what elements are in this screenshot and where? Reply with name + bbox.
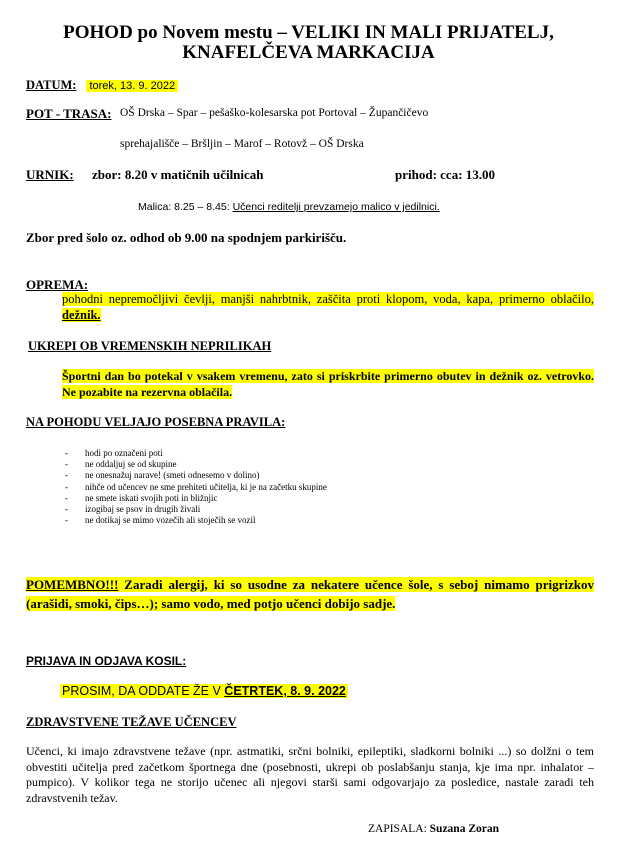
podpis-name: Suzana Zoran — [429, 823, 499, 835]
pot-line-2: sprehajališče – Bršljin – Marof – Rotovž – OŠ Drska — [120, 138, 364, 150]
ukrepi-text — [62, 368, 594, 400]
pravila-item: - ne dotikaj se mimo vozečih ali stoječih se vozil — [65, 515, 327, 526]
oprema-items: pohodni nepremočljivi čevlji, manjši nahrbtnik, zaščita proti klopom, voda, kapa, primerno oblačilo, — [62, 292, 594, 306]
pravila-item: - ne oddaljuj se od skupine — [65, 459, 327, 470]
urnik-label: URNIK: — [26, 167, 74, 182]
datum-value: torek, 13. 9. 2022 — [86, 80, 178, 92]
oprema-deznik: dežnik. — [62, 307, 101, 322]
pot-line-1: OŠ Drska – Spar – pešaško-kolesarska pot Portoval – Župančičevo — [120, 107, 429, 119]
oprema-text — [62, 292, 594, 323]
pomembno-body: Zaradi alergij, ki so usodne za nekatere učence šole, s seboj nimamo prigrizkov (arašidi, smoki, čips…); samo vodo, med potjo učenci dobijo sadje. — [26, 577, 594, 611]
pravila-item: - ne onesnažuj narave! (smeti odnesemo v dolino) — [65, 470, 327, 481]
pravila-item: - izogibaj se psov in drugih živali — [65, 504, 327, 515]
pomembno-label: POMEMBNO!!! — [26, 577, 119, 592]
zdravje-label: ZDRAVSTVENE TEŽAVE UČENCEV — [26, 715, 237, 729]
pravila-list — [65, 448, 327, 526]
malica-row — [138, 201, 440, 213]
urnik-prihod: prihod: cca: 13.00 — [395, 167, 496, 182]
prijava-date: ČETRTEK, 8. 9. 2022 — [224, 684, 346, 698]
document-title-line-1: POHOD po Novem mestu – VELIKI IN MALI PRIJATELJ, — [63, 22, 554, 43]
datum-row — [26, 76, 178, 94]
malica-text: Učenci reditelji prevzamejo malico v jedilnici. — [232, 201, 440, 213]
ukrepi-label: UKREPI OB VREMENSKIH NEPRILIKAH — [28, 339, 272, 353]
pravila-item: - hodi po označeni poti — [65, 448, 327, 459]
urnik-zbor: zbor: 8.20 v matičnih učilnicah — [92, 167, 264, 182]
prijava-text-main: PROSIM, DA ODDATE ŽE V — [62, 684, 225, 698]
podpis — [368, 823, 499, 835]
prijava-text — [60, 684, 348, 698]
malica-time: Malica: 8.25 – 8.45: — [138, 201, 233, 213]
pomembno-text — [26, 575, 594, 613]
zdravje-text: Učenci, ki imajo zdravstvene težave (npr. astmatiki, srčni bolniki, epileptiki, sladkorni bolniki ...) so dolžni o tem obvestiti učitelja pred začetkom športnega dne (posebnosti, ukrepi ob poslabšanju stanja, kje ima npr. inhalator – pumpico). V kolikor tega ne storijo učenec ali njegovi starši sami odgovarjajo za posledice, nastale zaradi teh zdravstvenih težav. — [26, 744, 594, 805]
podpis-label: ZAPISALA: — [368, 823, 430, 835]
zbor-note: Zbor pred šolo oz. odhod ob 9.00 na spodnjem parkirišču. — [26, 230, 347, 245]
pravila-item: - nihče od učencev ne sme prehiteti učitelja, ki je na začetku skupine — [65, 482, 327, 493]
prijava-label: PRIJAVA IN ODJAVA KOSIL: — [26, 654, 187, 668]
pot-label: POT - TRASA: — [26, 106, 112, 121]
ukrepi-text-highlight: Športni dan bo potekal v vsakem vremenu, zato si priskrbite primerno obutev in dežnik oz. vetrovko. Ne pozabite na rezervna oblačila. — [62, 369, 594, 399]
datum-label: DATUM: — [26, 78, 77, 92]
oprema-label: OPREMA: — [26, 277, 89, 292]
pravila-item: - ne smete iskati svojih poti in bližnjic — [65, 493, 327, 504]
document-title-line-2: KNAFELČEVA MARKACIJA — [182, 42, 435, 63]
pravila-label: NA POHODU VELJAJO POSEBNA PRAVILA: — [26, 415, 286, 429]
